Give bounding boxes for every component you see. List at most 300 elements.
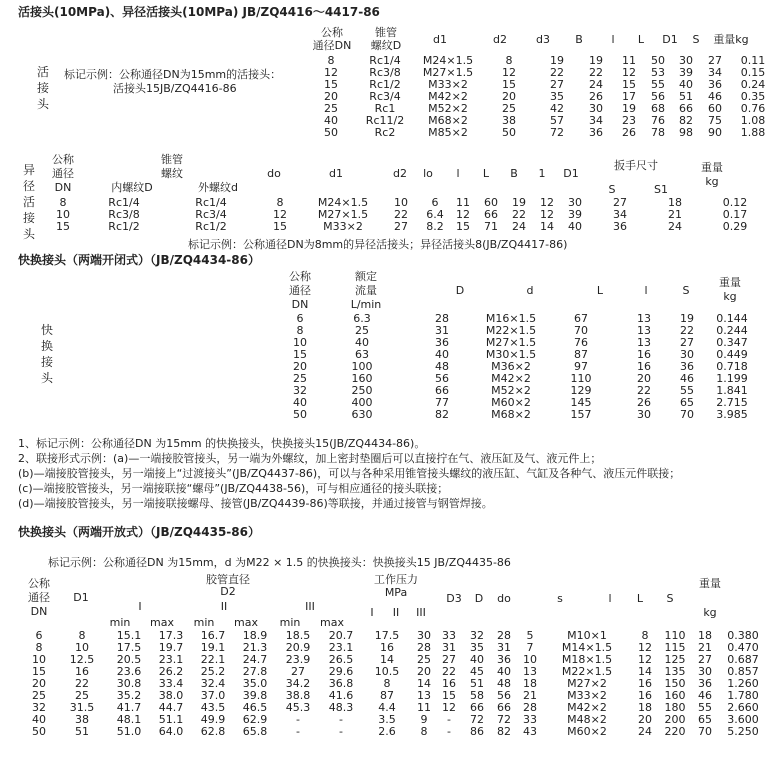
table-cell: M42×2 — [567, 701, 607, 714]
table-cell: M24×1.5 — [422, 54, 474, 67]
table-cell: 62.8 — [200, 725, 226, 738]
header-one: 1 — [538, 167, 546, 180]
table-cell: 63 — [355, 348, 369, 361]
table-cell: 22 — [442, 665, 456, 678]
header-grade-i: I — [138, 600, 142, 613]
table-cell: 12 — [273, 208, 287, 221]
table-cell: 20.5 — [116, 653, 142, 666]
table-cell: 27 — [613, 196, 627, 209]
table-cell: 65.8 — [242, 725, 268, 738]
table-cell: 21 — [523, 689, 537, 702]
table-cell: 75 — [708, 114, 722, 127]
table-cell: M30×1.5 — [485, 348, 537, 361]
table-cell: 55 — [698, 701, 712, 714]
table-cell: 8.2 — [426, 220, 444, 233]
header-d2: d2 — [493, 33, 507, 46]
table-cell: M22×1.5 — [485, 324, 537, 337]
header-l-small: l — [644, 284, 648, 297]
table-cell: 53 — [651, 66, 665, 79]
table-cell: 50 — [32, 725, 46, 738]
table-cell: 19 — [622, 102, 636, 115]
header-pressure-unit: MPa — [384, 586, 408, 599]
table-cell: 20 — [637, 372, 651, 385]
table-cell: 13 — [637, 336, 651, 349]
table-cell: 14 — [638, 665, 652, 678]
table-cell: 24.7 — [242, 653, 268, 666]
table-cell: 32 — [32, 701, 46, 714]
table-cell: 30 — [698, 665, 712, 678]
table-cell: 78 — [651, 126, 665, 139]
table-cell: 36 — [613, 220, 627, 233]
table-cell: 20 — [324, 90, 338, 103]
table-cell: 0.17 — [722, 208, 748, 221]
table-cell: 87 — [380, 689, 394, 702]
section2-title: 快换接头（两端开闭式）（JB/ZQ4434-86） — [18, 253, 260, 267]
table-cell: 36 — [680, 360, 694, 373]
table-cell: 1.08 — [740, 114, 766, 127]
header-lo: lo — [423, 167, 433, 180]
table-cell: 12 — [456, 208, 470, 221]
table-cell: 20 — [417, 665, 431, 678]
table-cell: 23.6 — [116, 665, 142, 678]
table-cell: 17.3 — [158, 629, 184, 642]
table-cell: 13 — [637, 312, 651, 325]
table-cell: 43.5 — [200, 701, 226, 714]
table-cell: 22 — [680, 324, 694, 337]
table-cell: M27×1.5 — [422, 66, 474, 79]
table-cell: 56 — [651, 90, 665, 103]
table-cell: Rc1/4 — [195, 196, 227, 209]
table-cell: 8 — [505, 54, 513, 67]
header-d1-cap: D1 — [662, 33, 678, 46]
table-cell: 82 — [435, 408, 449, 421]
table-cell: 11 — [456, 196, 470, 209]
table-cell: 36 — [497, 653, 511, 666]
table-cell: 35.0 — [242, 677, 268, 690]
table-cell: 12 — [638, 653, 652, 666]
table-cell: 12 — [442, 701, 456, 714]
table-cell: 27 — [394, 220, 408, 233]
table-cell: 66 — [497, 701, 511, 714]
table-cell: M33×2 — [428, 78, 468, 91]
table-cell: 76 — [651, 114, 665, 127]
table-cell: 14 — [380, 653, 394, 666]
table-cell: 24 — [512, 220, 526, 233]
table-cell: 11 — [417, 701, 431, 714]
table-cell: 18.9 — [242, 629, 268, 642]
table-cell: 5 — [526, 629, 534, 642]
table-cell: 9 — [420, 713, 428, 726]
table-cell: 25.2 — [200, 665, 226, 678]
table-cell: 630 — [351, 408, 373, 421]
table-cell: M42×2 — [491, 372, 531, 385]
table-cell: 0.347 — [716, 336, 748, 349]
table-cell: 15 — [442, 689, 456, 702]
header-dn-3: DN — [30, 605, 48, 618]
table-cell: 22 — [75, 677, 89, 690]
table-cell: 46 — [708, 90, 722, 103]
table-cell: M85×2 — [428, 126, 468, 139]
header-grade-ii: II — [392, 606, 400, 619]
header-l-small: l — [456, 167, 460, 180]
table-cell: 98 — [679, 126, 693, 139]
table-cell: 41.7 — [116, 701, 142, 714]
header-d1: d1 — [329, 167, 343, 180]
table-cell: 31 — [435, 324, 449, 337]
table-cell: Rc1 — [374, 102, 396, 115]
table-cell: 50 — [651, 54, 665, 67]
table-cell: 70 — [698, 725, 712, 738]
table-cell: M33×2 — [567, 689, 607, 702]
table-cell: 34 — [589, 114, 603, 127]
table-cell: 42 — [550, 102, 564, 115]
table-cell: 28 — [417, 641, 431, 654]
header-d: d — [526, 284, 534, 297]
table-row — [45, 221, 771, 233]
table-cell: 34 — [613, 208, 627, 221]
table-cell: 24 — [668, 220, 682, 233]
table-cell: 38 — [75, 713, 89, 726]
table-cell: 72 — [550, 126, 564, 139]
table-cell: 0.449 — [716, 348, 748, 361]
table-cell: 25 — [75, 689, 89, 702]
table-cell: 33 — [442, 629, 456, 642]
table-cell: 10 — [293, 336, 307, 349]
table-cell: M60×2 — [567, 725, 607, 738]
table-cell: 6.4 — [426, 208, 444, 221]
table-cell: 3.985 — [716, 408, 748, 421]
note-line: (d)—端接胶管接头，另一端接联接螺母、接管(JB/ZQ4439-86)等联接，并通过接管与钢管焊接。 — [18, 497, 493, 510]
table-cell: 39.8 — [242, 689, 268, 702]
table-cell: 17 — [622, 90, 636, 103]
table-cell: 19.1 — [200, 641, 226, 654]
table-cell: 400 — [351, 396, 373, 409]
table-cell: 15 — [56, 220, 70, 233]
table-cell: 71 — [484, 220, 498, 233]
table-row — [22, 726, 766, 738]
table-cell: 220 — [664, 725, 686, 738]
table-cell: M68×2 — [491, 408, 531, 421]
table-cell: 15 — [32, 665, 46, 678]
table-cell: 135 — [664, 665, 686, 678]
table-cell: 30 — [568, 196, 582, 209]
table-cell: - — [447, 713, 451, 726]
table-cell: 50 — [502, 126, 516, 139]
header-thread-1: 锥管 — [161, 153, 183, 166]
table-cell: 160 — [351, 372, 373, 385]
table-cell: 13 — [523, 665, 537, 678]
table-cell: 2.6 — [378, 725, 396, 738]
table-cell: 34 — [708, 66, 722, 79]
header-dn-2: 通径 — [28, 591, 50, 604]
header-outer-thread: 外螺纹d — [198, 181, 238, 194]
table-cell: 12.5 — [69, 653, 95, 666]
table-cell: Rc3/8 — [369, 66, 401, 79]
header-dn-3: DN — [291, 298, 309, 311]
table-cell: 20 — [32, 677, 46, 690]
table-cell: 125 — [664, 653, 686, 666]
table-cell: M52×2 — [491, 384, 531, 397]
table-cell: - — [339, 725, 343, 738]
table-cell: 45.3 — [285, 701, 311, 714]
table-cell: 6 — [35, 629, 43, 642]
table-cell: 39 — [679, 66, 693, 79]
reducing-union-side-label: 异径活接头 — [22, 163, 35, 241]
table-cell: 15 — [622, 78, 636, 91]
table-cell: 41.6 — [328, 689, 354, 702]
table-cell: 250 — [351, 384, 373, 397]
table-cell: 72 — [470, 713, 484, 726]
table-cell: 60 — [484, 196, 498, 209]
table-cell: 36.8 — [328, 677, 354, 690]
header-dn-1: 公称 — [321, 26, 343, 39]
header-grade-iii: III — [416, 606, 426, 619]
table-cell: 70 — [680, 408, 694, 421]
table-cell: 15.1 — [116, 629, 142, 642]
table-cell: 8 — [35, 641, 43, 654]
table-cell: M14×1.5 — [561, 641, 613, 654]
table-cell: 15 — [273, 220, 287, 233]
table-cell: 129 — [570, 384, 592, 397]
table-cell: M36×2 — [491, 360, 531, 373]
table-cell: 82 — [679, 114, 693, 127]
table-cell: 12 — [638, 641, 652, 654]
table-cell: 48.3 — [328, 701, 354, 714]
table-cell: 56 — [435, 372, 449, 385]
table-cell: 16 — [638, 689, 652, 702]
table-cell: 16 — [442, 677, 456, 690]
table-cell: 19 — [512, 196, 526, 209]
table-cell: Rc1/2 — [195, 220, 227, 233]
table-cell: 18 — [638, 701, 652, 714]
note-line: (b)—端接胶管接头，另一端接上“过渡接头”(JB/ZQ4437-86)，可以与各种采用锥管接头螺纹的液压缸、气缸及各种气、液压元件联接； — [18, 467, 681, 480]
table-cell: 13 — [637, 324, 651, 337]
table-cell: 0.244 — [716, 324, 748, 337]
table-cell: 50 — [293, 408, 307, 421]
header-weight-1: 重量 — [699, 577, 721, 590]
table-cell: 15 — [293, 348, 307, 361]
table-cell: Rc1/2 — [369, 78, 401, 91]
header-b: B — [510, 167, 518, 180]
table-cell: 77 — [435, 396, 449, 409]
table-cell: 145 — [570, 396, 592, 409]
header-dn-1: 公称 — [289, 270, 311, 283]
table-cell: 28 — [523, 701, 537, 714]
table-cell: 21 — [668, 208, 682, 221]
header-thread-2: 螺纹D — [370, 39, 402, 52]
header-l: L — [596, 284, 604, 297]
table-row — [45, 209, 771, 221]
table-cell: 68 — [651, 102, 665, 115]
table-cell: 22 — [394, 208, 408, 221]
table-cell: 35 — [470, 641, 484, 654]
table-cell: 35 — [550, 90, 564, 103]
table-cell: 1.841 — [716, 384, 748, 397]
table-cell: 40 — [435, 348, 449, 361]
table-cell: 65 — [698, 713, 712, 726]
note-line: (c)—端接胶管接头，另一端接联接“螺母”(JB/ZQ4438-56)，可与相应通径的接头联接； — [18, 482, 449, 495]
table-cell: 0.29 — [722, 220, 748, 233]
table-cell: 12 — [540, 196, 554, 209]
table-cell: 6 — [431, 196, 439, 209]
table-cell: 51.0 — [116, 725, 142, 738]
table-cell: 55 — [651, 78, 665, 91]
table-cell: 0.15 — [740, 66, 766, 79]
table-cell: 48.1 — [116, 713, 142, 726]
table-cell: 8 — [276, 196, 284, 209]
table-cell: 66 — [679, 102, 693, 115]
table-cell: Rc1/4 — [369, 54, 401, 67]
table-cell: - — [296, 725, 300, 738]
table-cell: 1.88 — [740, 126, 766, 139]
table-cell: 20 — [502, 90, 516, 103]
table-cell: 0.380 — [727, 629, 759, 642]
table-cell: 20 — [293, 360, 307, 373]
table-cell: 180 — [664, 701, 686, 714]
table-cell: 18 — [523, 677, 537, 690]
table-cell: 1.260 — [727, 677, 759, 690]
table-cell: 1.780 — [727, 689, 759, 702]
header-do: do — [497, 592, 511, 605]
reducing-union-table — [45, 197, 771, 233]
header-grade-ii: II — [220, 600, 228, 613]
table-cell: 20 — [638, 713, 652, 726]
table-cell: 3.5 — [378, 713, 396, 726]
table-cell: 22 — [589, 66, 603, 79]
table-cell: 58 — [470, 689, 484, 702]
table-row — [45, 197, 771, 209]
header-dn-2: 通径DN — [312, 39, 352, 52]
table-row — [306, 127, 776, 139]
table-cell: M48×2 — [567, 713, 607, 726]
table-cell: 23.9 — [285, 653, 311, 666]
table-cell: M18×1.5 — [561, 653, 613, 666]
table-cell: - — [447, 725, 451, 738]
table-cell: M10×1 — [567, 629, 607, 642]
table-cell: 22 — [637, 384, 651, 397]
header-thread-1: 锥管 — [375, 26, 397, 39]
header-s-thread: s — [557, 592, 563, 605]
table-cell: 18 — [698, 629, 712, 642]
table-cell: 1.199 — [716, 372, 748, 385]
table-cell: 32 — [470, 629, 484, 642]
table-cell: 67 — [574, 312, 588, 325]
table-cell: 110 — [570, 372, 592, 385]
table-cell: 0.718 — [716, 360, 748, 373]
table-cell: 13 — [417, 689, 431, 702]
table-cell: 55 — [680, 384, 694, 397]
header-d2: d2 — [393, 167, 407, 180]
table-cell: 25 — [32, 689, 46, 702]
table-cell: 90 — [708, 126, 722, 139]
table-cell: 6.3 — [353, 312, 371, 325]
table-cell: 49.9 — [200, 713, 226, 726]
header-dn-1: 公称 — [52, 153, 74, 166]
quick-coupling-side-label: 快换接头 — [40, 323, 53, 385]
table-cell: 27 — [442, 653, 456, 666]
section3-title: 快换接头（两端开放式）（JB/ZQ4435-86） — [18, 525, 260, 539]
table-cell: 22 — [550, 66, 564, 79]
table-cell: 12 — [324, 66, 338, 79]
table-cell: 37.0 — [200, 689, 226, 702]
table-cell: 25 — [417, 653, 431, 666]
table-cell: 46.5 — [242, 701, 268, 714]
table-cell: 51 — [75, 725, 89, 738]
table-cell: 29.6 — [328, 665, 354, 678]
table-cell: 30 — [417, 629, 431, 642]
table-cell: 16 — [380, 641, 394, 654]
table-cell: 48 — [435, 360, 449, 373]
table-cell: 36 — [698, 677, 712, 690]
union-side-label: 活接头 — [36, 65, 49, 111]
table-cell: 160 — [664, 689, 686, 702]
table-cell: 20.9 — [285, 641, 311, 654]
table-cell: 27 — [698, 653, 712, 666]
table-cell: 14 — [417, 677, 431, 690]
table-cell: 50 — [324, 126, 338, 139]
table-cell: 44.7 — [158, 701, 184, 714]
table-cell: 10 — [523, 653, 537, 666]
header-max: max — [234, 616, 258, 629]
table-cell: 2.660 — [727, 701, 759, 714]
header-s1: S1 — [654, 183, 668, 196]
table-cell: 27 — [708, 54, 722, 67]
header-thread-2: 螺纹 — [161, 167, 183, 180]
table-cell: 27 — [291, 665, 305, 678]
table-cell: 110 — [664, 629, 686, 642]
table-cell: M60×2 — [491, 396, 531, 409]
table-cell: Rc11/2 — [365, 114, 405, 127]
header-l: L — [637, 33, 645, 46]
table-cell: 60 — [708, 102, 722, 115]
header-s: S — [692, 33, 700, 46]
table-cell: 51.1 — [158, 713, 184, 726]
table-cell: 15 — [456, 220, 470, 233]
table-cell: 18.5 — [285, 629, 311, 642]
table-cell: 76 — [574, 336, 588, 349]
table-cell: 5.250 — [727, 725, 759, 738]
table-cell: 100 — [351, 360, 373, 373]
table-cell: 40 — [497, 665, 511, 678]
header-weight: 重量kg — [713, 33, 749, 46]
table-cell: 26.5 — [328, 653, 354, 666]
table-cell: 19 — [550, 54, 564, 67]
table-cell: M16×1.5 — [485, 312, 537, 325]
table-cell: 36 — [708, 78, 722, 91]
table-cell: M22×1.5 — [561, 665, 613, 678]
table-cell: 150 — [664, 677, 686, 690]
header-dn-2: 通径 — [289, 284, 311, 297]
section1-title: 活接头(10MPa)、异径活接头(10MPa) JB/ZQ4416～4417-86 — [18, 5, 380, 19]
table-cell: 34.2 — [285, 677, 311, 690]
table-cell: 31 — [497, 641, 511, 654]
table-cell: Rc1/4 — [108, 196, 140, 209]
table-cell: 0.35 — [740, 90, 766, 103]
table-cell: 31.5 — [69, 701, 95, 714]
header-d2: D2 — [220, 585, 236, 598]
union-marking-note-2: 活接头15JB/ZQ4416-86 — [113, 82, 237, 95]
header-l-small: l — [611, 33, 615, 46]
table-cell: 10 — [56, 208, 70, 221]
table-cell: Rc2 — [374, 126, 396, 139]
table-cell: 12 — [502, 66, 516, 79]
table-cell: 10 — [32, 653, 46, 666]
table-cell: 40 — [470, 653, 484, 666]
table-cell: 8 — [296, 324, 304, 337]
table-cell: 16 — [638, 677, 652, 690]
table-cell: 10 — [75, 641, 89, 654]
table-cell: 40 — [32, 713, 46, 726]
